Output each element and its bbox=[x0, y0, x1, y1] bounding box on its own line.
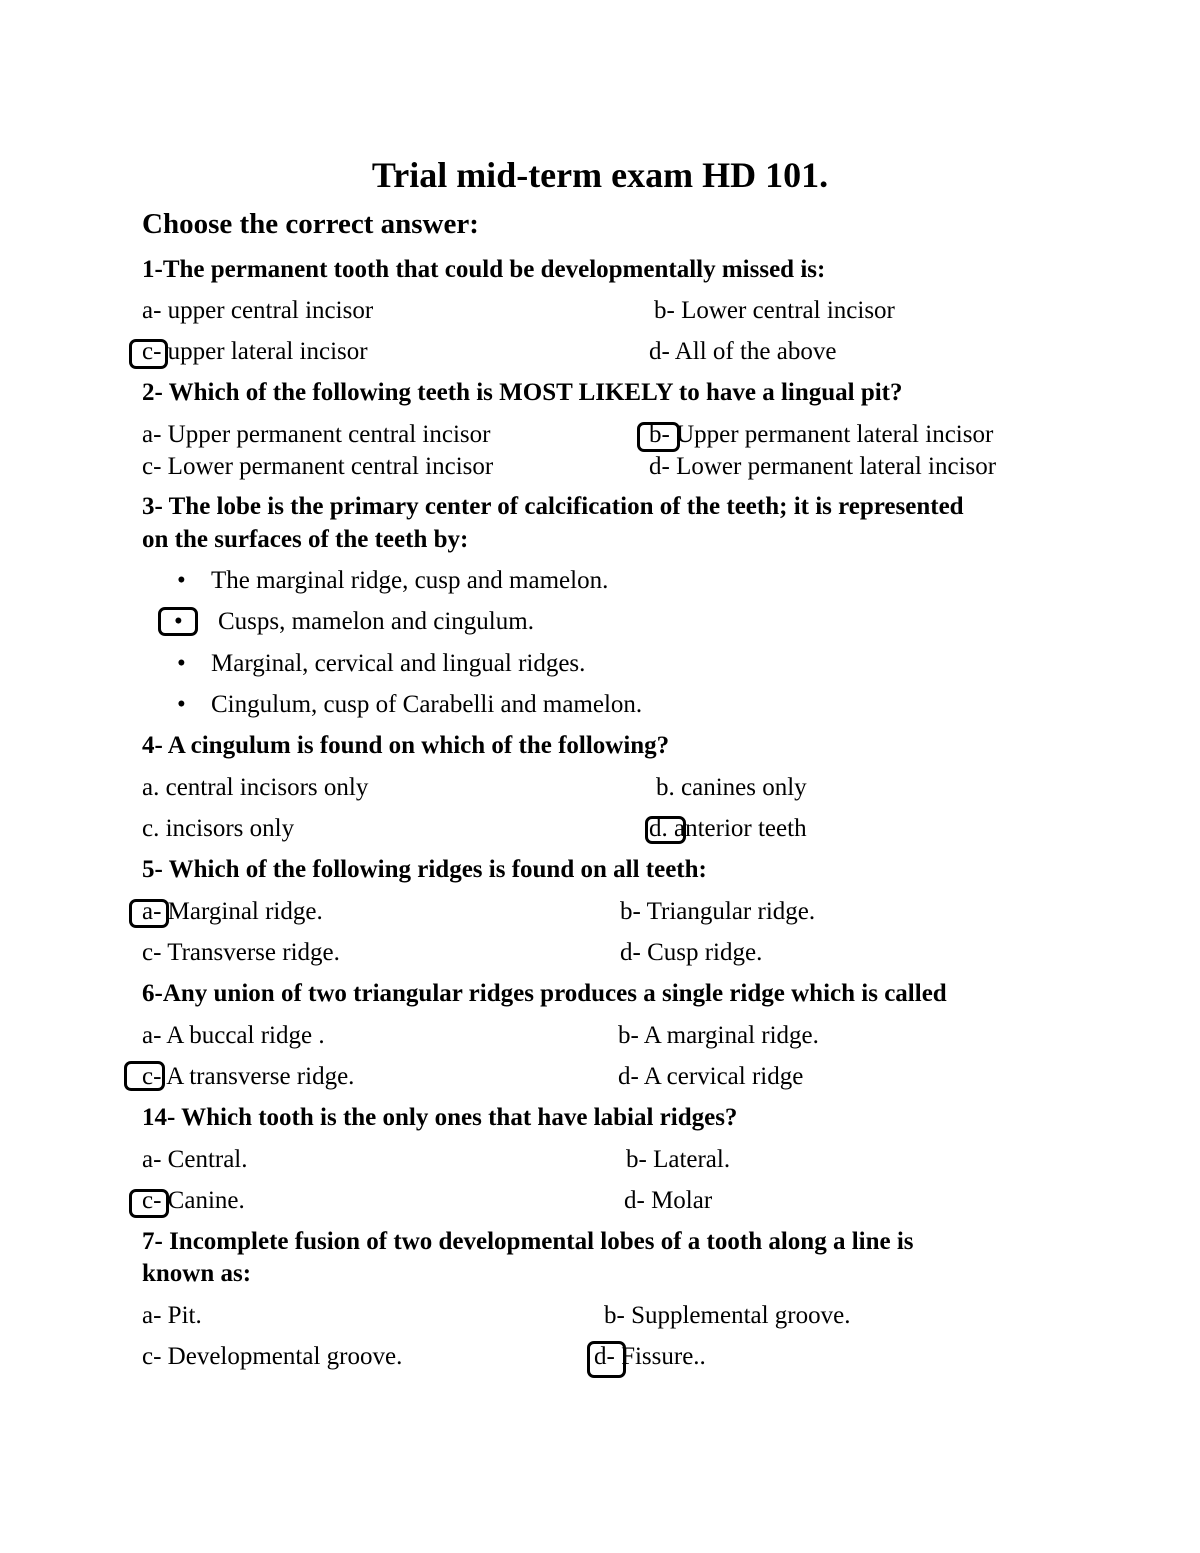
answer-mark bbox=[124, 1061, 165, 1091]
q3-option-1[interactable]: The marginal ridge, cusp and mamelon. bbox=[211, 567, 609, 594]
question-2: 2- Which of the following teeth is MOST LIKELY to have a lingual pit? bbox=[142, 379, 903, 406]
question-1: 1-The permanent tooth that could be developmentally missed is: bbox=[142, 256, 826, 283]
page-title: Trial mid-term exam HD 101. bbox=[371, 155, 829, 195]
q7-option-c[interactable]: c- Developmental groove. bbox=[142, 1343, 403, 1370]
q2-option-c[interactable]: c- Lower permanent central incisor bbox=[142, 453, 494, 480]
question-4: 4- A cingulum is found on which of the following? bbox=[142, 732, 670, 759]
instruction: Choose the correct answer: bbox=[142, 208, 479, 240]
q1-option-b[interactable]: b- Lower central incisor bbox=[654, 297, 895, 324]
q3-option-4[interactable]: Cingulum, cusp of Carabelli and mamelon. bbox=[211, 691, 643, 718]
q14-option-b[interactable]: b- Lateral. bbox=[626, 1146, 731, 1173]
answer-mark bbox=[129, 899, 169, 928]
q7-option-b[interactable]: b- Supplemental groove. bbox=[604, 1302, 851, 1329]
answer-mark bbox=[129, 339, 168, 369]
q14-option-c[interactable]: c- Canine. bbox=[142, 1187, 245, 1214]
q2-option-b[interactable]: b- Upper permanent lateral incisor bbox=[649, 421, 994, 448]
q7-option-a[interactable]: a- Pit. bbox=[142, 1302, 202, 1329]
q3-option-2[interactable]: Cusps, mamelon and cingulum. bbox=[218, 608, 534, 635]
bullet-icon: • bbox=[177, 691, 186, 718]
question-3-line-2: on the surfaces of the teeth by: bbox=[142, 526, 469, 553]
q14-option-d[interactable]: d- Molar bbox=[624, 1187, 713, 1214]
q6-option-b[interactable]: b- A marginal ridge. bbox=[618, 1022, 819, 1049]
bullet-icon: • bbox=[177, 650, 186, 677]
question-3-line-1: 3- The lobe is the primary center of calcification of the teeth; it is represented bbox=[142, 493, 964, 520]
q6-option-a[interactable]: a- A buccal ridge . bbox=[142, 1022, 325, 1049]
bullet-icon: • bbox=[174, 608, 183, 635]
q7-option-d[interactable]: d- Fissure.. bbox=[594, 1343, 706, 1370]
q6-option-d[interactable]: d- A cervical ridge bbox=[618, 1063, 804, 1090]
q6-option-c[interactable]: c- A transverse ridge. bbox=[142, 1063, 355, 1090]
answer-mark bbox=[587, 1341, 626, 1378]
question-6: 6-Any union of two triangular ridges produces a single ridge which is called bbox=[142, 980, 947, 1007]
q4-option-d[interactable]: d. anterior teeth bbox=[649, 815, 807, 842]
question-7-line-1: 7- Incomplete fusion of two developmental lobes of a tooth along a line is bbox=[142, 1228, 914, 1255]
q3-option-3[interactable]: Marginal, cervical and lingual ridges. bbox=[211, 650, 586, 677]
q5-option-c[interactable]: c- Transverse ridge. bbox=[142, 939, 340, 966]
question-5: 5- Which of the following ridges is found on all teeth: bbox=[142, 856, 707, 883]
answer-mark bbox=[158, 607, 198, 636]
answer-mark bbox=[637, 422, 680, 452]
q4-option-a[interactable]: a. central incisors only bbox=[142, 774, 369, 801]
q1-option-c[interactable]: c- upper lateral incisor bbox=[142, 338, 368, 365]
q1-option-a[interactable]: a- upper central incisor bbox=[142, 297, 374, 324]
q5-option-b[interactable]: b- Triangular ridge. bbox=[620, 898, 816, 925]
q2-option-a[interactable]: a- Upper permanent central incisor bbox=[142, 421, 491, 448]
q5-option-a[interactable]: a- Marginal ridge. bbox=[142, 898, 323, 925]
answer-mark bbox=[129, 1189, 169, 1218]
q2-option-d[interactable]: d- Lower permanent lateral incisor bbox=[649, 453, 997, 480]
q5-option-d[interactable]: d- Cusp ridge. bbox=[620, 939, 763, 966]
answer-mark bbox=[645, 816, 686, 844]
q4-option-b[interactable]: b. canines only bbox=[656, 774, 807, 801]
q4-option-c[interactable]: c. incisors only bbox=[142, 815, 295, 842]
question-14: 14- Which tooth is the only ones that have labial ridges? bbox=[142, 1104, 738, 1131]
q14-option-a[interactable]: a- Central. bbox=[142, 1146, 248, 1173]
bullet-icon: • bbox=[177, 567, 186, 594]
question-7-line-2: known as: bbox=[142, 1260, 252, 1287]
q1-option-d[interactable]: d- All of the above bbox=[649, 338, 837, 365]
